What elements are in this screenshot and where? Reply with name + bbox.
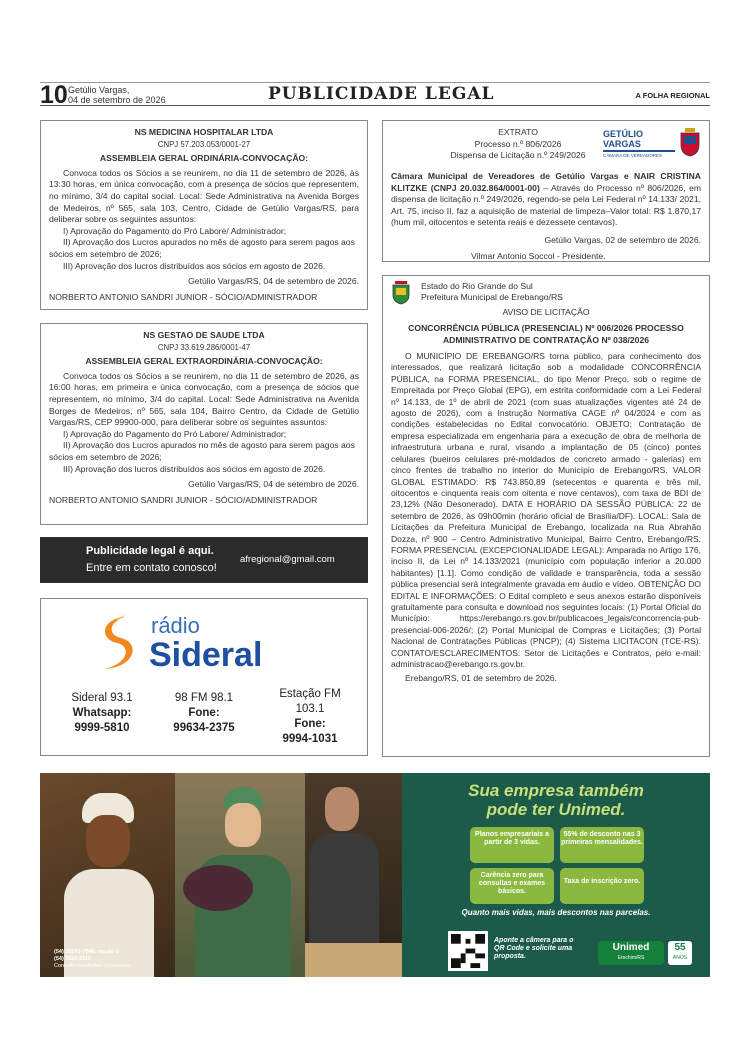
anniversary-badge — [668, 941, 692, 965]
unimed-logo-text: Unimed — [612, 942, 650, 953]
station-estacao-fm — [265, 687, 355, 747]
unimed-tagline: Quanto mais vidas, mais descontos nas parcelas. — [461, 908, 651, 917]
camara-logo — [603, 129, 675, 159]
notice-company: NS MEDICINA HOSPITALAR LTDA — [134, 127, 274, 137]
camara-logo-sub: CÂMARA DE VEREADORES — [603, 153, 663, 158]
notice-item: III) Aprovação dos lucros distribuídos aos sócios em agosto de 2026. — [63, 463, 326, 474]
cta-line1: Publicidade legal é aqui. — [86, 545, 214, 557]
offer-box: Carência zero para consultas e exames básicos. — [470, 868, 554, 904]
page-number: 10 — [40, 81, 68, 109]
station-phone: 9994-1031 — [282, 733, 338, 745]
station-98fm — [159, 691, 249, 736]
camara-logo-text: GETÚLIO VARGAS — [603, 129, 643, 149]
offer-box: 55% de desconto nas 3 primeiras mensalidades. — [560, 827, 644, 863]
unimed-contacts — [54, 949, 131, 970]
station-phone: 9999-5810 — [74, 722, 130, 734]
station-name: 98 FM 98.1 — [174, 692, 234, 704]
radio-logo-word2: Sideral — [149, 636, 263, 674]
qr-code-icon[interactable] — [448, 931, 488, 971]
unimed-phone: (54) 99241-7846, opção 3 — [54, 949, 119, 955]
header-date: 04 de setembro de 2026 — [68, 95, 166, 105]
station-name: Sideral 93.1 — [71, 692, 133, 704]
notice-cnpj: CNPJ 33.619.286/0001-47 — [157, 342, 251, 352]
station-label: Fone: — [294, 718, 326, 730]
photo-farmer-woman — [175, 773, 305, 977]
extrato-description: – Através do Processo nº 806/2026, em dispensa de licitação n.º 249/2026, regendo-se pela Lei Federal nº 14.133/ 2021, Art. 75, inciso II, faz a aquisição de material de limpeza–Valor total: R$ 1.870,17 (hum mil, oitocentos e setenta reais e dezessete centavos). — [391, 182, 702, 228]
aviso-prefeitura: Prefeitura Municipal de Erebango/RS — [421, 292, 563, 303]
aviso-heading: CONCORRÊNCIA PÚBLICA (PRESENCIAL) Nº 006/2026 PROCESSO ADMINISTRATIVO DE CONTRATAÇÃO Nº 038/2026 — [408, 323, 684, 345]
unimed-logo — [598, 941, 664, 965]
notice-signature: NORBERTO ANTONIO SANDRI JUNIOR - SÓCIO/ADMINISTRADOR — [49, 291, 318, 302]
notice-heading: ASSEMBLEIA GERAL ORDINÁRIA-CONVOCAÇÃO: — [99, 153, 309, 164]
aviso-state: Estado do Rio Grande do Sul — [421, 281, 533, 291]
header-city: Getúlio Vargas, — [68, 85, 130, 95]
section-title: PUBLICIDADE LEGAL — [268, 84, 495, 104]
aviso-licitacao-notice — [382, 275, 710, 757]
notice-body: Convoca todos os Sócios a se reunirem, no dia 11 de setembro de 2026, as 16:00 horas, em primeira e única convocação, com a presença de sócios que representem, no mínimo, 3/4 do capital. Local: Sede Administrativa na Avenida Borges de Medeiros, nº 565, sala 104, Bairro Centro, da Cidade de Getúlio Vargas/RS, CEP 99900-000, para deliberar sobre os seguintes assuntos: — [49, 370, 359, 428]
unimed-ad-panel — [402, 773, 710, 977]
cta-line2: Entre em contato conosco! — [86, 562, 217, 574]
extrato-camara-notice — [382, 120, 710, 262]
unimed-ad — [40, 773, 710, 977]
unimed-conditions: Consulte condições comerciais. — [54, 963, 132, 969]
station-label: Whatsapp: — [72, 707, 132, 719]
notice-medicina-hospitalar — [40, 120, 368, 310]
notice-place-date: Getúlio Vargas/RS, 04 de setembro de 2026. — [188, 276, 359, 287]
notice-item: II) Aprovação dos Lucros apurados no mês de agosto para serem pagos aos sócios em setembro de 2026; — [49, 237, 355, 259]
badge-label: ANOS — [672, 955, 688, 961]
notice-item: II) Aprovação dos Lucros apurados no mês de agosto para serem pagos aos sócios em setembro de 2026; — [49, 440, 355, 462]
header-dateline — [68, 85, 166, 105]
notice-item: I) Aprovação do Pagamento do Pró Labore/ Administrador; — [63, 428, 287, 439]
extrato-parties: Câmara Municipal de Vereadores de Getúlio Vargas e NAIR CRISTINA KLITZKE (CNPJ 20.032.864/0001-00) — [391, 171, 701, 193]
newspaper-brand: A FOLHA REGIONAL — [635, 91, 710, 100]
legal-ad-cta-banner — [40, 537, 368, 583]
notice-item: I) Aprovação do Pagamento do Pró Labore/ Administrador; — [63, 225, 287, 236]
cta-email[interactable]: afregional@gmail.com — [240, 554, 335, 565]
unimed-headline: Sua empresa também — [468, 781, 644, 800]
radio-logo-word1: rádio — [151, 613, 200, 638]
erebango-coat-of-arms-icon — [391, 281, 411, 305]
coat-of-arms-icon — [679, 127, 701, 157]
station-sideral — [57, 691, 147, 736]
qr-instructions: Aponte a câmera para o QR Code e solicite uma proposta. — [494, 937, 574, 960]
extrato-processo: Processo n.º 806/2026 — [474, 138, 562, 149]
photo-chef-woman — [40, 773, 175, 977]
page-header — [40, 81, 710, 109]
notice-place-date: Getúlio Vargas/RS, 04 de setembro de 2026. — [188, 479, 359, 490]
extrato-signature: Vilmar Antonio Soccol - Presidente. — [471, 250, 606, 261]
offer-box: Planos empresariais a partir de 3 vidas. — [470, 827, 554, 863]
notice-body: Convoca todos os Sócios a se reunirem, no dia 11 de setembro de 2026, às 13:30 horas, em única convocação, com a presença de sócios que representem, no mínimo, 3/4 do capital social. Local: Sede Administrativa na Avenida Borges de Medeiros, nº 565, sala 103, Centro, Cidade de Getúlio Vargas/RS, para deliberar sobre os seguintes assuntos: — [49, 167, 359, 225]
notice-gestao-saude — [40, 323, 368, 525]
extrato-dispensa: Dispensa de Licitação n.º 249/2026 — [450, 150, 586, 160]
aviso-body: O MUNICÍPIO DE EREBANGO/RS torna público, para conhecimento dos interessados, que realizará licitação sob a modalidade CONCORRÊNCIA PÚBLICA, na FORMA PRESENCIAL, do tipo Menor Preço, sob o regime de Empreitada por Preço Global (EPG), em estrita conformidade com a Lei Federal nº 14.133, de 1º de abril de 2021 (com suas atualizações vigentes até 24 de agosto de 2026), com a Instrução Normativa CAGE nº 04/2024 e com as condições estabelecidas no Edital convocatório. OBJETO: Contratação de empresa especializada em engenharia para a execução de obra de melhoria de infraestrutura urbana e rural, visando a implantação de 05 (cinco) pontes celulares (bueiros celulares pré-moldados de concreto armado - galerias) em cinco frentes de trabalho no interior do Município de Erebango/RS. VALOR GLOBAL ESTIMADO: R$ 743.850,89 (setecentos e quarenta e três mil, oitocentos e cinquenta reais com oitenta e nove centavos), com taxa de BDI de 23,12% (Não Desonerado). DATA E HORÁRIO DA SESSÃO PÚBLICA: 22 de setembro de 2026, às 09h00min (horário oficial de Brasília/DF). LOCAL: Sala de Licitações da Prefeitura Municipal de Erebango, localizada na Rua Abrahão Dozza, nº 900 – Centro Administrativo Municipal, Bairro Centro, Erebango/RS. FORMA PRESENCIAL (EXCEPCIONALIDADE LEGAL): Amparada no Artigo 176, inciso II, da Lei nº 14.133/2021 (município com população inferior a 20.000 habitantes) [1.1]. Como condição de validade e transparência, toda a sessão pública presencial será integralmente gravada em áudio e vídeo. OBTENÇÃO DO EDITAL E INFORMAÇÕES: O Edital completo e seus anexos estarão disponíveis gratuitamente para consulta e download nos seguintes locais: (1) Portal Oficial do Município: https://erebango.rs.gov.br/publicacoes_legais/concorrencia-pub-presencial-006-2026/; (2) Portal Municipal de Compras e Licitações; (3) Portal Nacional de Contratações Públicas (PNCP); (4) Sistema LICITACON (TCE-RS). CONTATO/ESCLARECIMENTOS: Setor de Licitações e Contratos, pelo e-mail: administracao@erebango.rs.gov.br. — [391, 351, 701, 669]
notice-item: III) Aprovação dos lucros distribuídos aos sócios em agosto de 2026. — [63, 260, 326, 271]
unimed-phone: (54) 3520.6110 — [54, 956, 92, 962]
unimed-headline: pode ter Unimed. — [486, 800, 626, 819]
offer-box: Taxa de inscrição zero. — [560, 868, 644, 904]
badge-number: 55 — [674, 942, 686, 953]
notice-heading: ASSEMBLEIA GERAL EXTRAORDINÁRIA-CONVOCAÇÃO: — [85, 356, 323, 367]
station-label: Fone: — [188, 707, 220, 719]
station-phone: 99634-2375 — [173, 722, 235, 734]
extrato-place-date: Getúlio Vargas, 02 de setembro de 2026. — [544, 234, 701, 245]
extrato-title: EXTRATO — [498, 127, 538, 137]
sideral-swoosh-icon — [95, 613, 139, 673]
radio-sideral-ad — [40, 598, 368, 756]
unimed-logo-sub: Erechim/RS — [617, 955, 645, 961]
notice-cnpj: CNPJ 57.203.053/0001-27 — [157, 139, 251, 149]
notice-company: NS GESTAO DE SAUDE LTDA — [143, 330, 265, 340]
aviso-place-date: Erebango/RS, 01 de setembro de 2026. — [405, 673, 557, 684]
aviso-title: AVISO DE LICITAÇÃO — [502, 306, 590, 317]
notice-signature: NORBERTO ANTONIO SANDRI JUNIOR - SÓCIO/ADMINISTRADOR — [49, 494, 318, 505]
photo-baker-man — [305, 773, 402, 977]
station-name: Estação FM 103.1 — [279, 688, 341, 715]
extrato-body — [391, 171, 701, 229]
